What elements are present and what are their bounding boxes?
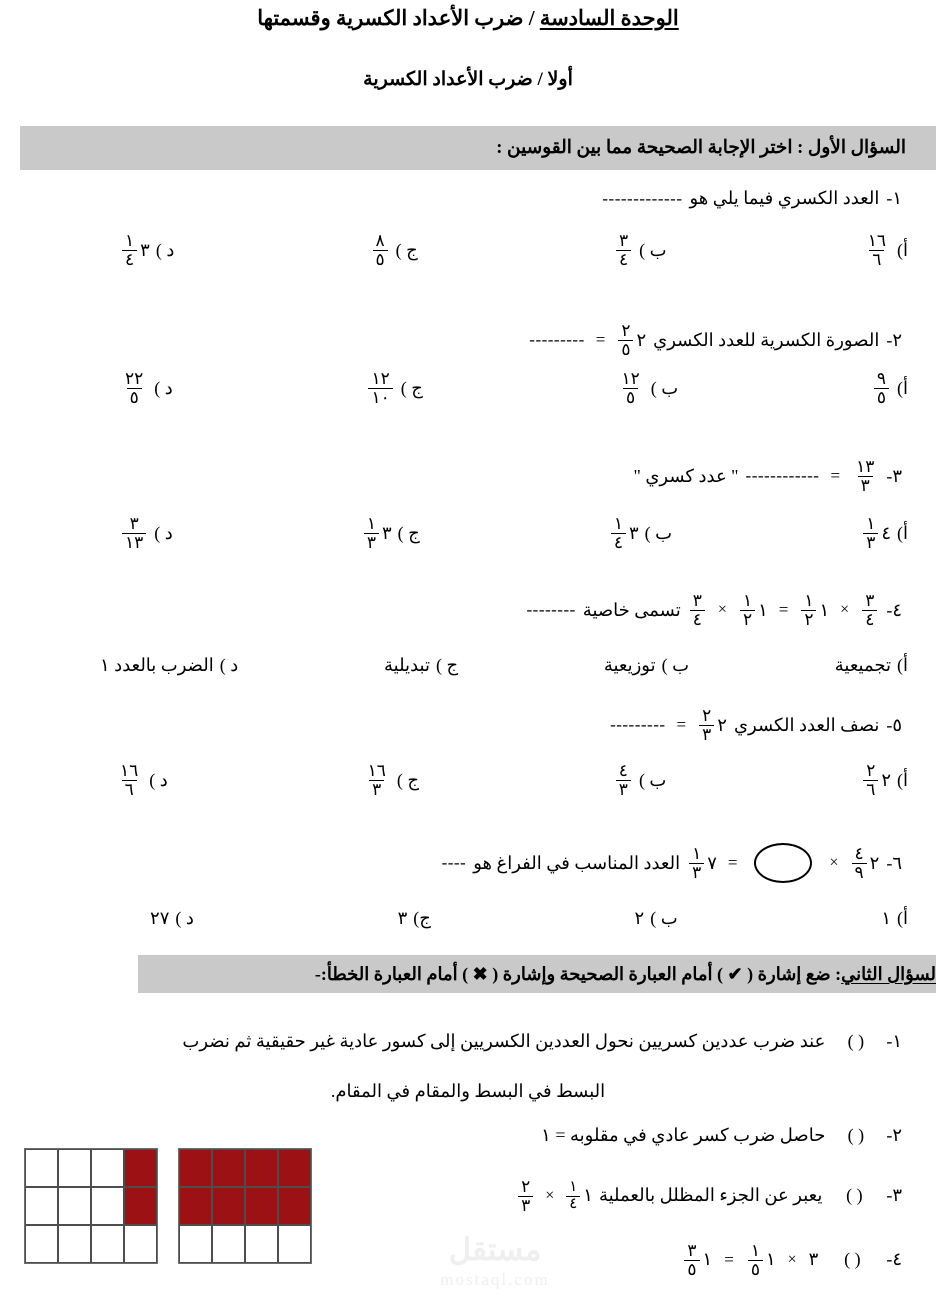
question-1-number: ١- xyxy=(886,188,902,208)
option-3-b-label: ب ) xyxy=(644,522,673,543)
section2-header-label-rest: : ضع إشارة ( ✔ ) أمام العبارة الصحيحة وإشارة ( ✖ ) أمام العبارة الخطأ:- xyxy=(314,963,842,984)
tf-item-3 xyxy=(516,1178,902,1214)
option-2-b-label: ب ) xyxy=(650,377,679,398)
question-5-text: نصف العدد الكسري xyxy=(733,714,880,735)
option-1-a[interactable] xyxy=(863,232,908,268)
option-4-d-value: الضرب بالعدد ١ xyxy=(100,655,214,675)
option-1-c-label: ج ) xyxy=(395,239,418,260)
option-3-a-label: أ) xyxy=(897,522,908,543)
tf-item-3-expr-right: $\frac{٢}{٣}$ xyxy=(518,1178,533,1214)
grid-cell xyxy=(124,1225,157,1263)
grid-cell xyxy=(58,1225,91,1263)
watermark-arabic: مستقل xyxy=(448,1232,542,1267)
question-3-number: ٣- xyxy=(886,465,902,486)
option-2-d[interactable] xyxy=(120,370,173,406)
option-2-a-value: $\frac{٩}{٥}$ xyxy=(874,370,889,406)
question-6-blank: ---- xyxy=(441,853,467,872)
grid-cell xyxy=(245,1187,278,1225)
grid-cell xyxy=(179,1149,212,1187)
option-6-c[interactable] xyxy=(398,908,431,929)
tf-item-3-times: × xyxy=(545,1186,555,1204)
page-title-unit: الوحدة السادسة xyxy=(539,6,679,30)
option-4-c-label: ج ) xyxy=(435,655,459,675)
grid-cell xyxy=(278,1225,311,1263)
tf-item-4-number: ٤- xyxy=(886,1249,902,1270)
option-2-d-label: د ) xyxy=(154,377,173,398)
option-1-d-label: د ) xyxy=(155,239,175,260)
tf-item-4-answer-box[interactable]: ( ) xyxy=(844,1249,861,1270)
option-2-c-label: ج ) xyxy=(400,377,423,398)
tf-item-3-number: ٣- xyxy=(886,1185,902,1206)
question-4-options xyxy=(100,655,908,676)
option-4-d[interactable] xyxy=(100,655,238,676)
grid-cell xyxy=(91,1187,124,1225)
question-4-text: تسمى خاصية xyxy=(582,599,681,620)
question-2-number: ٢- xyxy=(886,329,902,350)
option-4-b-value: توزيعية xyxy=(603,655,656,675)
watermark xyxy=(410,1232,580,1290)
question-3-equals: = xyxy=(830,466,841,485)
grid-two-thirds xyxy=(178,1148,312,1264)
question-4-expr-a: $\frac{٣}{٤}$ xyxy=(862,592,877,628)
grid-cell xyxy=(25,1187,58,1225)
grid-cell xyxy=(91,1225,124,1263)
grid-cell xyxy=(278,1187,311,1225)
option-4-c[interactable] xyxy=(384,655,458,676)
question-6-prompt xyxy=(442,843,902,883)
tf-item-1-text-line2: البسط في البسط والمقام في المقام. xyxy=(330,1081,606,1101)
question-2-options xyxy=(120,370,908,406)
option-3-b[interactable] xyxy=(609,515,672,551)
grid-cell xyxy=(25,1149,58,1187)
option-6-a-value: ١ xyxy=(881,908,891,928)
option-3-c-label: ج ) xyxy=(397,522,420,543)
shaded-grid-diagrams xyxy=(24,1148,312,1264)
option-4-b-label: ب ) xyxy=(661,655,690,675)
question-4-times-2: × xyxy=(717,601,727,618)
option-6-c-label: ج) xyxy=(413,908,431,928)
option-5-a[interactable] xyxy=(861,762,908,798)
question-4-equals: = xyxy=(778,600,789,619)
option-3-c-value: $\frac{١}{٣}$ ٣ xyxy=(362,515,392,551)
tf-item-2-number: ٢- xyxy=(886,1125,902,1145)
option-2-c[interactable] xyxy=(366,370,422,406)
question-5-options xyxy=(115,762,908,798)
option-2-d-value: $\frac{٢٢}{٥}$ xyxy=(125,369,144,407)
option-5-b-value: $\frac{٤}{٣}$ xyxy=(616,762,631,798)
option-2-b-value: $\frac{١٢}{٥}$ xyxy=(621,369,640,407)
option-6-d[interactable] xyxy=(150,908,194,929)
grid-cell xyxy=(58,1149,91,1187)
section2-header-label-underlined: لسؤال الثاني xyxy=(841,963,936,984)
question-5-blank: --------- xyxy=(610,715,666,734)
grid-cell xyxy=(124,1149,157,1187)
option-1-b-label: ب ) xyxy=(639,239,667,260)
grid-cell xyxy=(179,1187,212,1225)
question-5-number: ٥- xyxy=(886,714,902,735)
option-1-c[interactable] xyxy=(371,232,418,268)
page-title xyxy=(0,6,936,31)
question-2-equals: = xyxy=(595,330,606,349)
option-3-d-label: د ) xyxy=(154,522,173,543)
option-1-d-value: $\frac{١}{٤}$ ٣ xyxy=(120,232,150,268)
option-3-d[interactable] xyxy=(120,515,173,551)
tf-item-4-factor: ٣ xyxy=(808,1249,819,1270)
tf-item-3-text: يعبر عن الجزء المظلل بالعملية xyxy=(598,1185,823,1206)
option-5-c[interactable] xyxy=(363,762,419,798)
option-1-b-value: $\frac{٣}{٤}$ xyxy=(616,232,631,268)
question-2-blank: --------- xyxy=(529,330,585,349)
option-2-b[interactable] xyxy=(616,370,678,406)
question-4-expr-b: $\frac{١}{٢}$ ١ xyxy=(799,592,829,628)
option-6-d-value: ٢٧ xyxy=(150,908,170,928)
option-4-c-value: تبديلية xyxy=(384,655,430,675)
grid-cell xyxy=(212,1225,245,1263)
tf-item-1-number: ١- xyxy=(886,1031,902,1051)
question-3-options xyxy=(120,515,908,551)
tf-item-4-equals: = xyxy=(724,1249,734,1269)
question-6-expr-a: $\frac{٤}{٩}$ ٢ xyxy=(850,845,880,881)
question-1-blank: ------------- xyxy=(602,188,683,208)
question-2-value: $\frac{٢}{٥}$ ٢ xyxy=(616,322,646,358)
option-2-c-value: $\frac{١٢}{١٠}$ xyxy=(368,370,392,406)
question-4-prompt xyxy=(527,592,903,628)
watermark-latin: mostaql.com xyxy=(440,1270,550,1289)
option-6-b-label: ب ) xyxy=(650,908,678,928)
page-subtitle: أولا / ضرب الأعداد الكسرية xyxy=(363,69,573,90)
option-1-c-value: $\frac{٨}{٥}$ xyxy=(373,232,388,268)
option-5-a-value: $\frac{٢}{٦}$ ٢ xyxy=(861,762,891,798)
question-4-blank: -------- xyxy=(526,600,576,619)
question-6-text: العدد المناسب في الفراغ هو xyxy=(473,852,681,873)
tf-item-3-expr-left: $\frac{١}{٤}$ ١ xyxy=(564,1180,593,1212)
option-5-d[interactable] xyxy=(115,762,168,798)
question-4-number: ٤- xyxy=(886,599,902,620)
option-1-d[interactable] xyxy=(120,232,174,268)
grid-one-sixth xyxy=(24,1148,158,1264)
option-5-b-label: ب ) xyxy=(638,769,667,790)
section2-header-band xyxy=(138,955,936,993)
option-6-b[interactable] xyxy=(635,908,678,929)
question-2-prompt xyxy=(529,322,902,358)
option-4-a-value: تجميعية xyxy=(834,655,891,675)
option-5-d-label: د ) xyxy=(149,769,168,790)
tf-item-3-answer-box[interactable]: ( ) xyxy=(846,1185,863,1206)
grid-cell xyxy=(278,1149,311,1187)
question-1-prompt xyxy=(602,188,902,209)
question-4-expr-c: $\frac{١}{٢}$ ١ xyxy=(738,592,768,628)
option-3-b-value: $\frac{١}{٤}$ ٣ xyxy=(609,515,639,551)
question-3-value: $\frac{١٣}{٣}$ xyxy=(856,457,875,495)
question-4-expr-d: $\frac{٣}{٤}$ xyxy=(690,592,705,628)
question-1-text: العدد الكسري فيما يلي هو xyxy=(689,188,880,208)
question-6-number: ٦- xyxy=(886,852,902,873)
tf-item-1-continuation xyxy=(0,1078,936,1106)
question-4-times-1: × xyxy=(840,601,850,618)
option-3-d-value: $\frac{٣}{١٣}$ xyxy=(122,515,146,551)
question-2-text: الصورة الكسرية للعدد الكسري xyxy=(653,329,880,350)
tf-item-1-text-line1: عند ضرب عددين كسريين نحول العددين الكسريين إلى كسور عادية غير حقيقية ثم نضرب xyxy=(182,1031,826,1051)
option-1-a-value: $\frac{١٦}{٦}$ xyxy=(867,231,886,269)
page-title-rest: / ضرب الأعداد الكسرية وقسمتها xyxy=(257,6,540,30)
tf-item-2-answer-box[interactable]: ( ) xyxy=(847,1125,865,1145)
grid-cell xyxy=(58,1187,91,1225)
tf-item-2-text: حاصل ضرب كسر عادي في مقلوبه = ١ xyxy=(541,1125,826,1145)
grid-cell xyxy=(245,1149,278,1187)
grid-cell xyxy=(212,1149,245,1187)
option-4-a[interactable] xyxy=(835,655,908,676)
answer-circle-placeholder[interactable] xyxy=(754,843,812,883)
tf-item-1 xyxy=(40,1028,902,1056)
grid-cell xyxy=(124,1187,157,1225)
question-6-options xyxy=(150,908,908,929)
option-4-d-label: د ) xyxy=(219,655,239,675)
option-3-a[interactable] xyxy=(861,515,908,551)
option-4-a-label: أ) xyxy=(897,655,908,675)
tf-item-1-answer-box[interactable]: ( ) xyxy=(847,1031,865,1051)
option-5-c-label: ج ) xyxy=(396,769,419,790)
grid-cell xyxy=(25,1225,58,1263)
grid-cell xyxy=(245,1225,278,1263)
option-5-c-value: $\frac{١٦}{٣}$ xyxy=(367,761,386,799)
tf-item-4-expr-c: $\frac{٣}{٥}$ ١ xyxy=(682,1242,712,1278)
question-6-expr-b: $\frac{١}{٣}$ ٧ xyxy=(687,845,717,881)
option-6-a-label: أ) xyxy=(897,908,908,928)
question-3-prompt xyxy=(633,458,902,494)
option-1-b[interactable] xyxy=(614,232,667,268)
question-6-times: × xyxy=(829,854,839,871)
option-2-a[interactable] xyxy=(872,370,908,406)
section1-header-band xyxy=(20,126,936,170)
option-5-d-value: $\frac{١٦}{٦}$ xyxy=(120,761,139,799)
option-6-c-value: ٣ xyxy=(397,908,408,928)
question-3-text: " عدد كسري " xyxy=(633,465,739,486)
grid-cell xyxy=(91,1149,124,1187)
tf-item-2 xyxy=(541,1122,902,1150)
question-5-equals: = xyxy=(676,715,687,734)
option-6-d-label: د ) xyxy=(175,908,194,928)
option-1-a-label: أ) xyxy=(897,239,908,260)
tf-item-4-expr-b: $\frac{١}{٥}$ ١ xyxy=(746,1242,776,1278)
tf-item-4-times: × xyxy=(787,1250,797,1268)
section1-header-label: السؤال الأول : اختر الإجابة الصحيحة مما بين القوسين : xyxy=(496,138,906,158)
option-5-b[interactable] xyxy=(614,762,667,798)
option-6-a[interactable] xyxy=(881,908,908,929)
question-5-prompt xyxy=(610,707,902,743)
option-5-a-label: أ) xyxy=(897,769,908,790)
option-4-b[interactable] xyxy=(604,655,689,676)
question-1-options xyxy=(120,232,908,268)
option-3-c[interactable] xyxy=(362,515,420,551)
question-6-equals: = xyxy=(727,853,738,872)
question-5-value: $\frac{٢}{٣}$ ٢ xyxy=(697,707,727,743)
option-2-a-label: أ) xyxy=(897,377,908,398)
option-6-b-value: ٢ xyxy=(634,908,645,928)
grid-cell xyxy=(212,1187,245,1225)
question-3-blank: ------------ xyxy=(745,466,820,485)
tf-item-4 xyxy=(682,1242,902,1278)
grid-cell xyxy=(179,1225,212,1263)
option-3-a-value: $\frac{١}{٣}$ ٤ xyxy=(861,515,891,551)
